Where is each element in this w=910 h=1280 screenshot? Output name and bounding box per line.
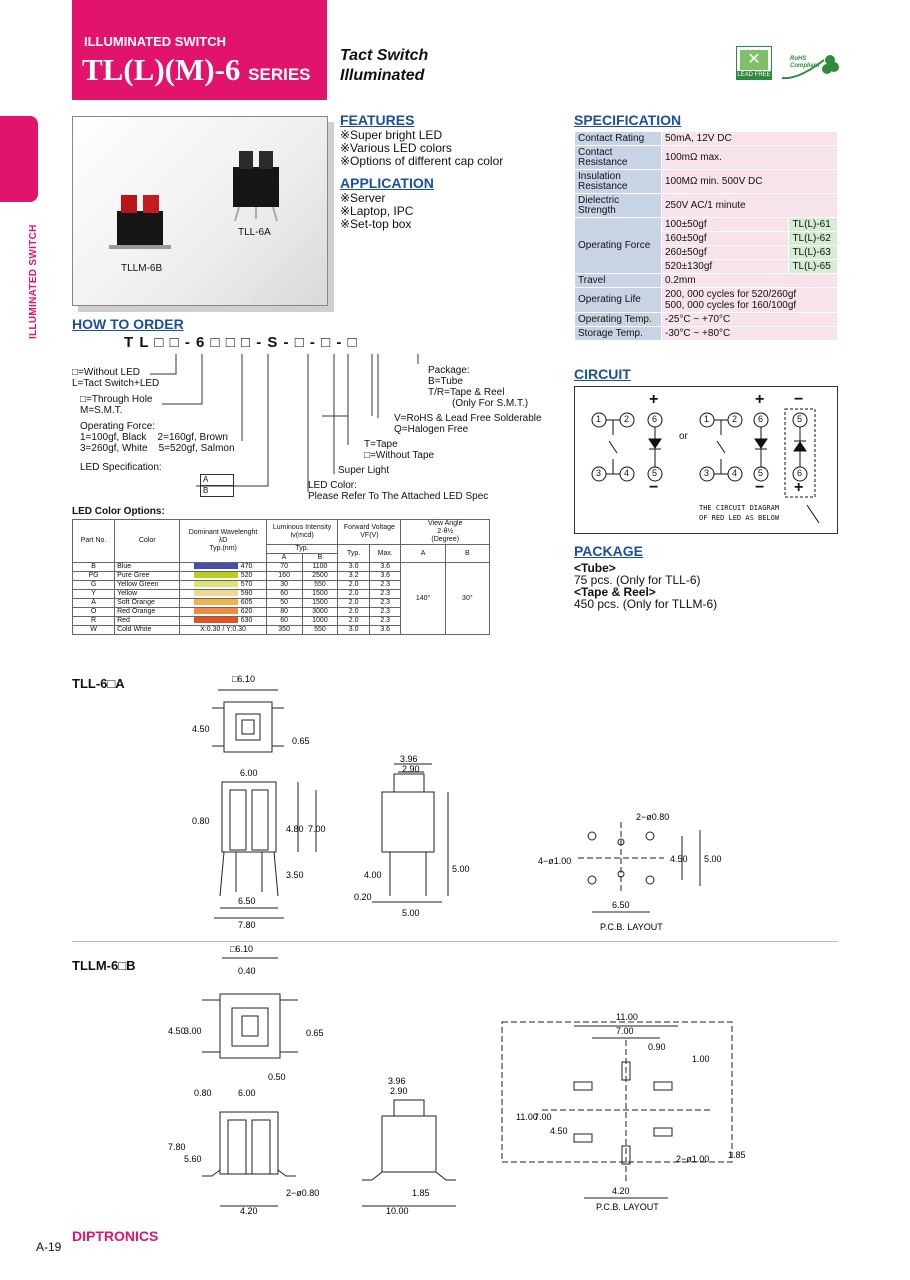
order-note: Please Refer To The Attached LED Spec: [308, 491, 489, 502]
order-right-notes: [308, 365, 542, 502]
led-cell: Yellow Green: [115, 581, 180, 590]
series-suffix: SERIES: [248, 65, 311, 84]
led-spec-legend: [200, 474, 234, 497]
col-wavelength-title: Dominant Wavelenght: [188, 529, 258, 536]
drawing-a-title: TLL-6□A: [72, 676, 125, 691]
led-cell: 1000: [302, 617, 338, 626]
dim: 0.90: [648, 1042, 666, 1052]
spec-value: 50mA, 12V DC: [661, 132, 837, 146]
rohs-line-2: Compliant: [790, 63, 820, 69]
dim: 4.50: [168, 1026, 186, 1036]
led-cell: 2.3: [369, 590, 401, 599]
col-color: Color: [115, 520, 180, 563]
dim: 6.50: [238, 896, 256, 906]
pin-label: 3: [704, 468, 710, 478]
pin-label: 1: [596, 414, 602, 424]
spec-value: 100MΩ min. 500V DC: [661, 170, 837, 194]
dim: 4−ø1.00: [538, 856, 572, 866]
spec-value: 0.2mm: [661, 274, 837, 288]
col-vmax: Max.: [369, 545, 401, 563]
application-item: ※Server: [340, 191, 386, 205]
package-list: [574, 562, 717, 610]
order-note: □=Through Hole: [80, 394, 153, 405]
color-swatch: [194, 581, 238, 587]
dim: 3.00: [184, 1026, 202, 1036]
dim: 2−ø0.80: [636, 812, 670, 822]
side-tab-bar: [0, 116, 38, 202]
dim: 5.60: [184, 1154, 202, 1164]
wavelength-value: 605: [240, 599, 253, 606]
lead-free-badge: [736, 46, 772, 80]
tube-label: <Tube>: [574, 561, 616, 575]
led-cell: 1100: [302, 563, 338, 572]
led-cell: 2.0: [338, 608, 370, 617]
dim: 4.80: [286, 824, 304, 834]
order-note: LED Specification:: [80, 462, 162, 473]
order-left-notes: [72, 367, 235, 473]
pin-label: 6: [652, 414, 658, 424]
product-render: [73, 117, 327, 305]
tllm-6b-switch: [109, 195, 171, 249]
led-cell: G: [73, 581, 115, 590]
category-label: ILLUMINATED SWITCH: [84, 34, 227, 49]
order-note: L=Tact Switch+LED: [72, 378, 160, 389]
force-type: TL(L)-62: [789, 232, 838, 246]
col-angle-title: View Angle: [427, 520, 463, 527]
spec-value: 100mΩ max.: [661, 146, 837, 170]
led-cell: 2.0: [338, 590, 370, 599]
order-note: B=Tube: [428, 376, 463, 387]
color-swatch: [194, 608, 238, 614]
dim: 1.85: [728, 1150, 746, 1160]
dim: 1.00: [692, 1054, 710, 1064]
color-swatch: [194, 599, 238, 605]
spec-row: [575, 146, 838, 170]
force-type: TL(L)-61: [789, 218, 838, 232]
dim: 3.50: [286, 870, 304, 880]
dim: 5.00: [704, 854, 722, 864]
dim: 0.20: [354, 892, 372, 902]
col-intensity-title: Luminous Intensity: [272, 524, 332, 531]
led-cell: [180, 617, 266, 626]
col-int-a: A: [266, 554, 302, 563]
wavelength-value: 520: [240, 572, 253, 579]
force-value: 260±50gf: [661, 246, 788, 260]
force-value: 160±50gf: [661, 232, 788, 246]
led-cell: 60: [266, 590, 302, 599]
led-cell: [180, 608, 266, 617]
spec-label: Storage Temp.: [575, 327, 662, 341]
force-type: TL(L)-65: [789, 260, 838, 274]
dim: 6.50: [612, 900, 630, 910]
col-angle-sym: 2·θ½: [437, 528, 454, 535]
order-code: T L □ □ - 6 □ □ □ - S - □ - □ - □: [124, 334, 358, 351]
order-note: Operating Force:: [80, 421, 156, 432]
features-title: FEATURES: [340, 112, 415, 128]
order-note: T=Tape: [364, 439, 398, 450]
pin-label: 5: [797, 414, 803, 424]
spec-row: [575, 327, 838, 341]
package-title: PACKAGE: [574, 543, 643, 559]
led-options-table: [72, 519, 490, 635]
reel-value: 450 pcs. (Only for TLLM-6): [574, 597, 718, 611]
pin-label: 6: [797, 468, 803, 478]
features-list: [340, 129, 565, 168]
pin-label: 5: [758, 468, 764, 478]
feature-item: ※Super bright LED: [340, 128, 443, 142]
series-title: [82, 52, 311, 88]
dim: 6.00: [240, 768, 258, 778]
pin-label: 5: [652, 468, 658, 478]
dim: 7.80: [238, 920, 256, 930]
wavelength-value: 620: [240, 608, 253, 615]
dim: 0.40: [238, 966, 256, 976]
led-cell: [180, 599, 266, 608]
plus-sign: +: [755, 391, 765, 408]
led-cell: R: [73, 617, 115, 626]
led-cell: Red: [115, 617, 180, 626]
spec-value: -25°C ~ +70°C: [661, 313, 837, 327]
led-cell: 2.3: [369, 581, 401, 590]
dim: 11.00: [516, 1112, 538, 1122]
dim: 4.20: [240, 1206, 258, 1214]
lead-free-text: LEAD FREE: [737, 72, 771, 78]
led-cell: 2500: [302, 572, 338, 581]
led-cell: [180, 581, 266, 590]
led-cell: 3.6: [369, 563, 401, 572]
col-angle-unit: (Degree): [431, 536, 460, 543]
led-cell: 140°: [401, 563, 445, 635]
dim: 7.00: [616, 1026, 634, 1036]
order-note: □=Without Tape: [364, 450, 435, 461]
led-cell: 2.0: [338, 581, 370, 590]
color-swatch: [194, 617, 238, 623]
circuit-note-2: OF RED LED AS BELOW: [699, 514, 780, 522]
col-intensity: [266, 520, 338, 545]
brand-logo: DIPTRONICS: [72, 1228, 159, 1244]
spec-label: Contact Rating: [575, 132, 662, 146]
dim: 7.00: [308, 824, 326, 834]
spec-value: 250V AC/1 minute: [661, 194, 837, 218]
dim: 11.00: [616, 1012, 638, 1022]
order-note: 1=100gf, Black 2=160gf, Brown: [80, 432, 228, 443]
pin-label: 2: [732, 414, 738, 424]
circuit-note: [699, 503, 779, 523]
circuit-box: [574, 386, 838, 534]
led-cell: 50: [266, 599, 302, 608]
spec-row: [575, 218, 838, 232]
package-section: [574, 543, 717, 610]
side-tab-label: ILLUMINATED SWITCH: [28, 224, 39, 339]
dim: 0.80: [192, 816, 210, 826]
led-cell: 2.3: [369, 617, 401, 626]
led-spec-b: B: [200, 486, 234, 497]
wavelength-value: 590: [240, 590, 253, 597]
feature-item: ※Various LED colors: [340, 141, 452, 155]
led-cell: Blue: [115, 563, 180, 572]
dim: 4.50: [192, 724, 210, 734]
specification-table: [574, 131, 838, 341]
led-cell: [180, 563, 266, 572]
led-cell: 2.3: [369, 608, 401, 617]
rohs-badge: [778, 50, 840, 82]
rohs-text: [790, 56, 819, 70]
led-spec-a: A: [200, 474, 234, 486]
rohs-line-1: RoHS: [790, 56, 807, 62]
led-cell: 550: [302, 581, 338, 590]
application-item: ※Laptop, IPC: [340, 204, 414, 218]
spec-label: Contact Resistance: [575, 146, 662, 170]
tll-6a-switch: [233, 151, 279, 221]
drawing-b-title: TLLM-6□B: [72, 958, 136, 973]
order-note: T/R=Tape & Reel: [428, 387, 505, 398]
dim: 7.00: [534, 1112, 552, 1122]
pin-label: 1: [704, 414, 710, 424]
led-cell: 70: [266, 563, 302, 572]
circuit-or: or: [679, 431, 688, 442]
led-cell: W: [73, 626, 115, 635]
led-cell: 60: [266, 617, 302, 626]
color-swatch: [194, 563, 238, 569]
type-line-2: Illuminated: [340, 67, 425, 84]
photo-label-b: TLLM-6B: [121, 263, 163, 274]
dim: 3.96: [400, 754, 418, 764]
order-note: Package:: [428, 365, 470, 376]
order-note: V=RoHS & Lead Free Solderable: [394, 413, 542, 424]
dim: 0.65: [306, 1028, 324, 1038]
dim: 4.50: [670, 854, 688, 864]
led-cell: Red Orange: [115, 608, 180, 617]
spec-label: Insulation Resistance: [575, 170, 662, 194]
led-cell: 2.3: [369, 599, 401, 608]
led-cell: Soft Orange: [115, 599, 180, 608]
spec-value: 200, 000 cycles for 520/260gf 500, 000 cycles for 160/100gf: [661, 288, 837, 313]
pin-label: 2: [624, 414, 630, 424]
led-cell: 80: [266, 608, 302, 617]
order-note: 3=260gf, White 5=520gf, Salmon: [80, 443, 235, 454]
drawing-a: [72, 672, 838, 930]
color-swatch: [194, 572, 238, 578]
dim: 2−ø1.00: [676, 1154, 710, 1164]
pin-label: 4: [732, 468, 738, 478]
minus-sign: −: [755, 479, 765, 496]
dim: 7.80: [168, 1142, 186, 1152]
led-options-title: LED Color Options:: [72, 506, 165, 517]
wavelength-value: 570: [240, 581, 253, 588]
led-cell: O: [73, 608, 115, 617]
order-note: □=Without LED: [72, 367, 141, 378]
col-wavelength: [180, 520, 266, 563]
led-cell: 3.0: [338, 626, 370, 635]
how-to-order-title: HOW TO ORDER: [72, 316, 184, 332]
dim: 2.90: [390, 1086, 408, 1096]
wavelength-value: X:0.30 / Y:0.30: [200, 626, 246, 633]
col-intensity-typ: Typ.: [266, 545, 338, 554]
features-section: [340, 112, 565, 231]
minus-sign: −: [649, 479, 659, 496]
pcb-layout-label: P.C.B. LAYOUT: [596, 1202, 659, 1212]
led-cell: 3.6: [369, 572, 401, 581]
lead-free-icon: ✕: [740, 50, 768, 70]
led-cell: Pure Gree: [115, 572, 180, 581]
pin-label: 6: [758, 414, 764, 424]
dim: 4.20: [612, 1186, 630, 1196]
spec-row: [575, 170, 838, 194]
application-title: APPLICATION: [340, 175, 434, 191]
specification-title: SPECIFICATION: [574, 112, 682, 128]
led-cell: [180, 590, 266, 599]
led-row: [73, 563, 490, 572]
led-cell: PG: [73, 572, 115, 581]
led-cell: 1500: [302, 590, 338, 599]
pcb-layout-label: P.C.B. LAYOUT: [600, 922, 663, 930]
col-wavelength-sym: λD: [218, 537, 228, 544]
application-list: [340, 192, 565, 231]
plus-sign: +: [794, 479, 804, 496]
circuit-title: CIRCUIT: [574, 366, 631, 382]
spec-label: Operating Temp.: [575, 313, 662, 327]
force-type: TL(L)-63: [789, 246, 838, 260]
minus-sign: −: [794, 391, 804, 408]
led-cell: B: [73, 563, 115, 572]
col-angle: [401, 520, 490, 545]
wavelength-value: 470: [240, 563, 253, 570]
led-cell: [180, 572, 266, 581]
led-cell: 550: [302, 626, 338, 635]
col-voltage-title: Forward Voltage: [343, 524, 395, 531]
led-cell: 350: [266, 626, 302, 635]
reel-label: <Tape & Reel>: [574, 585, 656, 599]
force-value: 100±50gf: [661, 218, 788, 232]
color-swatch: [194, 590, 238, 596]
spec-row: [575, 274, 838, 288]
plus-sign: +: [649, 391, 659, 408]
order-note: (Only For S.M.T.): [452, 398, 529, 409]
pin-label: 4: [624, 468, 630, 478]
spec-label: Travel: [575, 274, 662, 288]
led-cell: Yellow: [115, 590, 180, 599]
order-note: M=S.M.T.: [80, 405, 123, 416]
led-cell: Cold White: [115, 626, 180, 635]
dim: □6.10: [232, 674, 255, 684]
page-number: A-19: [36, 1240, 62, 1254]
order-note: Super Light: [338, 465, 390, 476]
dim: 6.00: [238, 1088, 256, 1098]
dim: 0.50: [268, 1072, 286, 1082]
circuit-note-1: THE CIRCUIT DIAGRAM: [699, 504, 780, 512]
led-cell: 2.0: [338, 599, 370, 608]
dim: 3.96: [388, 1076, 406, 1086]
col-voltage-unit: VF(V): [360, 532, 379, 539]
dim: □6.10: [230, 944, 253, 954]
led-cell: 3.0: [338, 563, 370, 572]
led-cell: 3000: [302, 608, 338, 617]
spec-row: [575, 313, 838, 327]
series-header: [72, 0, 327, 100]
led-cell: 3.2: [338, 572, 370, 581]
dim: 2−ø0.80: [286, 1188, 320, 1198]
drawing-b: [72, 944, 838, 1214]
led-cell: 30°: [445, 563, 489, 635]
col-int-b: B: [302, 554, 338, 563]
order-note: LED Color:: [308, 480, 357, 491]
led-cell: 160: [266, 572, 302, 581]
spec-label: Dielectric Strength: [575, 194, 662, 218]
dim: 2.90: [402, 764, 420, 774]
col-angle-b: B: [445, 545, 489, 563]
dim: 0.80: [194, 1088, 212, 1098]
force-value: 520±130gf: [661, 260, 788, 274]
col-intensity-unit: Iv(mcd): [290, 532, 314, 539]
col-voltage: [338, 520, 401, 545]
section-divider: [72, 941, 838, 942]
product-photo: [72, 116, 328, 306]
pin-label: 3: [596, 468, 602, 478]
led-cell: 2.0: [338, 617, 370, 626]
spec-row: [575, 194, 838, 218]
led-rows: [73, 563, 490, 635]
feature-item: ※Options of different cap color: [340, 154, 504, 168]
dim: 4.50: [550, 1126, 568, 1136]
dim: 10.00: [386, 1206, 409, 1214]
order-note: Q=Halogen Free: [394, 424, 469, 435]
led-cell: [180, 626, 266, 635]
led-cell: A: [73, 599, 115, 608]
col-part: Part No.: [73, 520, 115, 563]
col-wavelength-unit: Typ.(nm): [209, 545, 237, 552]
led-cell: Y: [73, 590, 115, 599]
wavelength-value: 630: [240, 617, 253, 624]
product-type: [340, 46, 428, 86]
tube-value: 75 pcs. (Only for TLL-6): [574, 573, 701, 587]
col-vtyp: Typ.: [338, 545, 370, 563]
dim: 1.85: [412, 1188, 430, 1198]
application-item: ※Set-top box: [340, 217, 412, 231]
led-cell: 3.6: [369, 626, 401, 635]
led-cell: 1500: [302, 599, 338, 608]
series-main: TL(L)(M)-6: [82, 52, 241, 87]
spec-label: Operating Life: [575, 288, 662, 313]
photo-label-a: TLL-6A: [238, 227, 271, 238]
dim: 5.00: [402, 908, 420, 918]
type-line-1: Tact Switch: [340, 47, 429, 64]
dim: 5.00: [452, 864, 470, 874]
col-angle-a: A: [401, 545, 445, 563]
spec-value: -30°C ~ +80°C: [661, 327, 837, 341]
spec-row: [575, 288, 838, 313]
spec-label: Operating Force: [575, 218, 662, 274]
spec-row: [575, 132, 838, 146]
led-cell: 30: [266, 581, 302, 590]
dim: 4.00: [364, 870, 382, 880]
dim: 0.65: [292, 736, 310, 746]
